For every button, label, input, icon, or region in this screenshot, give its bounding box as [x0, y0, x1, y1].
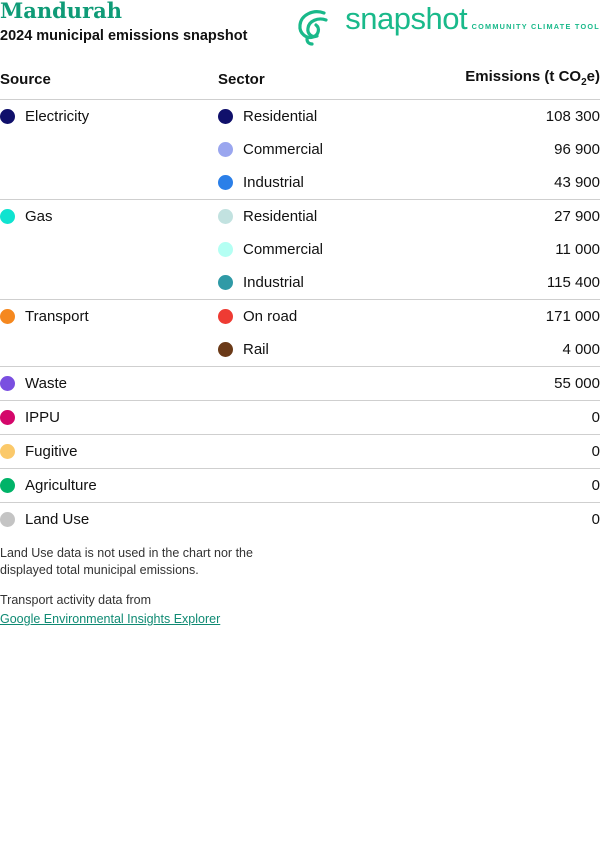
note-transport-text: Transport activity data from — [0, 593, 151, 607]
table-row — [0, 367, 600, 401]
sector-label: Commercial — [243, 240, 324, 258]
sector-cell — [218, 435, 428, 469]
sector-cell — [218, 166, 428, 200]
emissions-value: 96 900 — [554, 141, 600, 158]
sector-cell — [218, 200, 428, 234]
sector-cell — [218, 469, 428, 503]
source-color-dot — [0, 309, 15, 324]
source-color-dot — [0, 376, 15, 391]
footnotes — [0, 536, 600, 628]
emissions-value: 0 — [428, 469, 600, 503]
source-cell — [0, 401, 218, 435]
source-label: Land Use — [25, 510, 90, 528]
source-label: Waste — [25, 374, 67, 392]
sector-color-dot — [218, 309, 233, 324]
table-row — [0, 300, 600, 334]
table-header — [0, 62, 600, 100]
source-label: Fugitive — [25, 442, 78, 460]
eie-link[interactable]: Google Environmental Insights Explorer — [0, 612, 221, 626]
source-cell — [0, 266, 218, 300]
sector-label: Industrial — [243, 173, 304, 191]
sector-label: On road — [243, 307, 298, 325]
note-landuse — [0, 545, 600, 579]
emissions-value: 0 — [428, 503, 600, 537]
sector-label: Commercial — [243, 140, 324, 158]
source-cell — [0, 200, 218, 234]
table-row — [0, 133, 600, 166]
table-row — [0, 266, 600, 300]
sector-cell — [218, 266, 428, 300]
emissions-value: 171 000 — [428, 300, 600, 334]
sector-color-dot — [218, 342, 233, 357]
sector-cell — [218, 503, 428, 537]
table-row — [0, 401, 600, 435]
emissions-value: 27 900 — [428, 200, 600, 234]
sector-cell — [218, 300, 428, 334]
emissions-header-sub: 2 — [581, 77, 587, 88]
emissions-header-suffix: e) — [586, 68, 600, 85]
sector-color-dot — [218, 175, 233, 190]
source-label: Agriculture — [25, 476, 97, 494]
emissions-value: 55 000 — [428, 367, 600, 401]
source-label: Transport — [25, 307, 89, 325]
snapshot-swirl-icon — [293, 4, 337, 48]
emissions-value: 43 900 — [554, 174, 600, 191]
table-body — [0, 100, 600, 537]
emissions-value: 11 000 — [555, 241, 600, 258]
table-row — [0, 503, 600, 537]
page-subtitle: 2024 municipal emissions snapshot — [0, 28, 248, 44]
sector-cell — [218, 401, 428, 435]
emissions-value: 0 — [428, 401, 600, 435]
sector-color-dot — [218, 275, 233, 290]
sector-cell — [218, 100, 428, 134]
source-label: Gas — [25, 207, 53, 225]
source-color-dot — [0, 410, 15, 425]
column-header-sector: Sector — [218, 62, 428, 100]
source-color-dot — [0, 478, 15, 493]
sector-label: Residential — [243, 107, 318, 125]
table-row — [0, 435, 600, 469]
brand-logo — [293, 2, 600, 48]
note-transport — [0, 592, 600, 609]
sector-color-dot — [218, 142, 233, 157]
emissions-value: 115 400 — [546, 274, 600, 291]
table-header-row — [0, 62, 600, 100]
source-cell — [0, 233, 218, 266]
source-color-dot — [0, 209, 15, 224]
source-cell — [0, 166, 218, 200]
sector-label: Rail — [243, 340, 269, 358]
emissions-value: 4 000 — [562, 341, 600, 358]
table-row — [0, 166, 600, 200]
table-row — [0, 469, 600, 503]
column-header-emissions — [428, 62, 600, 100]
source-color-dot — [0, 512, 15, 527]
sector-cell — [218, 233, 428, 266]
source-cell — [0, 435, 218, 469]
sector-cell — [218, 133, 428, 166]
brand-text — [345, 2, 600, 36]
source-label: IPPU — [25, 408, 61, 426]
source-cell — [0, 469, 218, 503]
source-cell — [0, 503, 218, 537]
table-row — [0, 200, 600, 234]
emissions-header-prefix: Emissions (t CO — [465, 68, 582, 85]
column-header-source: Source — [0, 62, 218, 100]
sector-color-dot — [218, 209, 233, 224]
emissions-value: 0 — [428, 435, 600, 469]
source-label: Electricity — [25, 107, 90, 125]
source-cell — [0, 333, 218, 367]
note-landuse-line2: displayed total municipal emissions. — [0, 563, 199, 577]
sector-color-dot — [218, 109, 233, 124]
brand-tagline: COMMUNITY CLIMATE TOOL — [471, 22, 600, 31]
source-cell — [0, 100, 218, 134]
sector-cell — [218, 333, 428, 367]
emissions-value: 108 300 — [428, 100, 600, 134]
emissions-table — [0, 62, 600, 536]
table-row — [0, 100, 600, 134]
sector-cell — [218, 367, 428, 401]
sector-label: Residential — [243, 207, 318, 225]
sector-label: Industrial — [243, 273, 304, 291]
sector-color-dot — [218, 242, 233, 257]
table-row — [0, 333, 600, 367]
source-cell — [0, 133, 218, 166]
note-landuse-line1: Land Use data is not used in the chart nor the — [0, 546, 253, 560]
source-color-dot — [0, 444, 15, 459]
brand-wordmark: snapshot — [345, 1, 468, 36]
source-cell — [0, 367, 218, 401]
source-cell — [0, 300, 218, 334]
source-color-dot — [0, 109, 15, 124]
table-row — [0, 233, 600, 266]
page-title: Mandurah — [0, 0, 123, 23]
page-header — [0, 0, 600, 62]
